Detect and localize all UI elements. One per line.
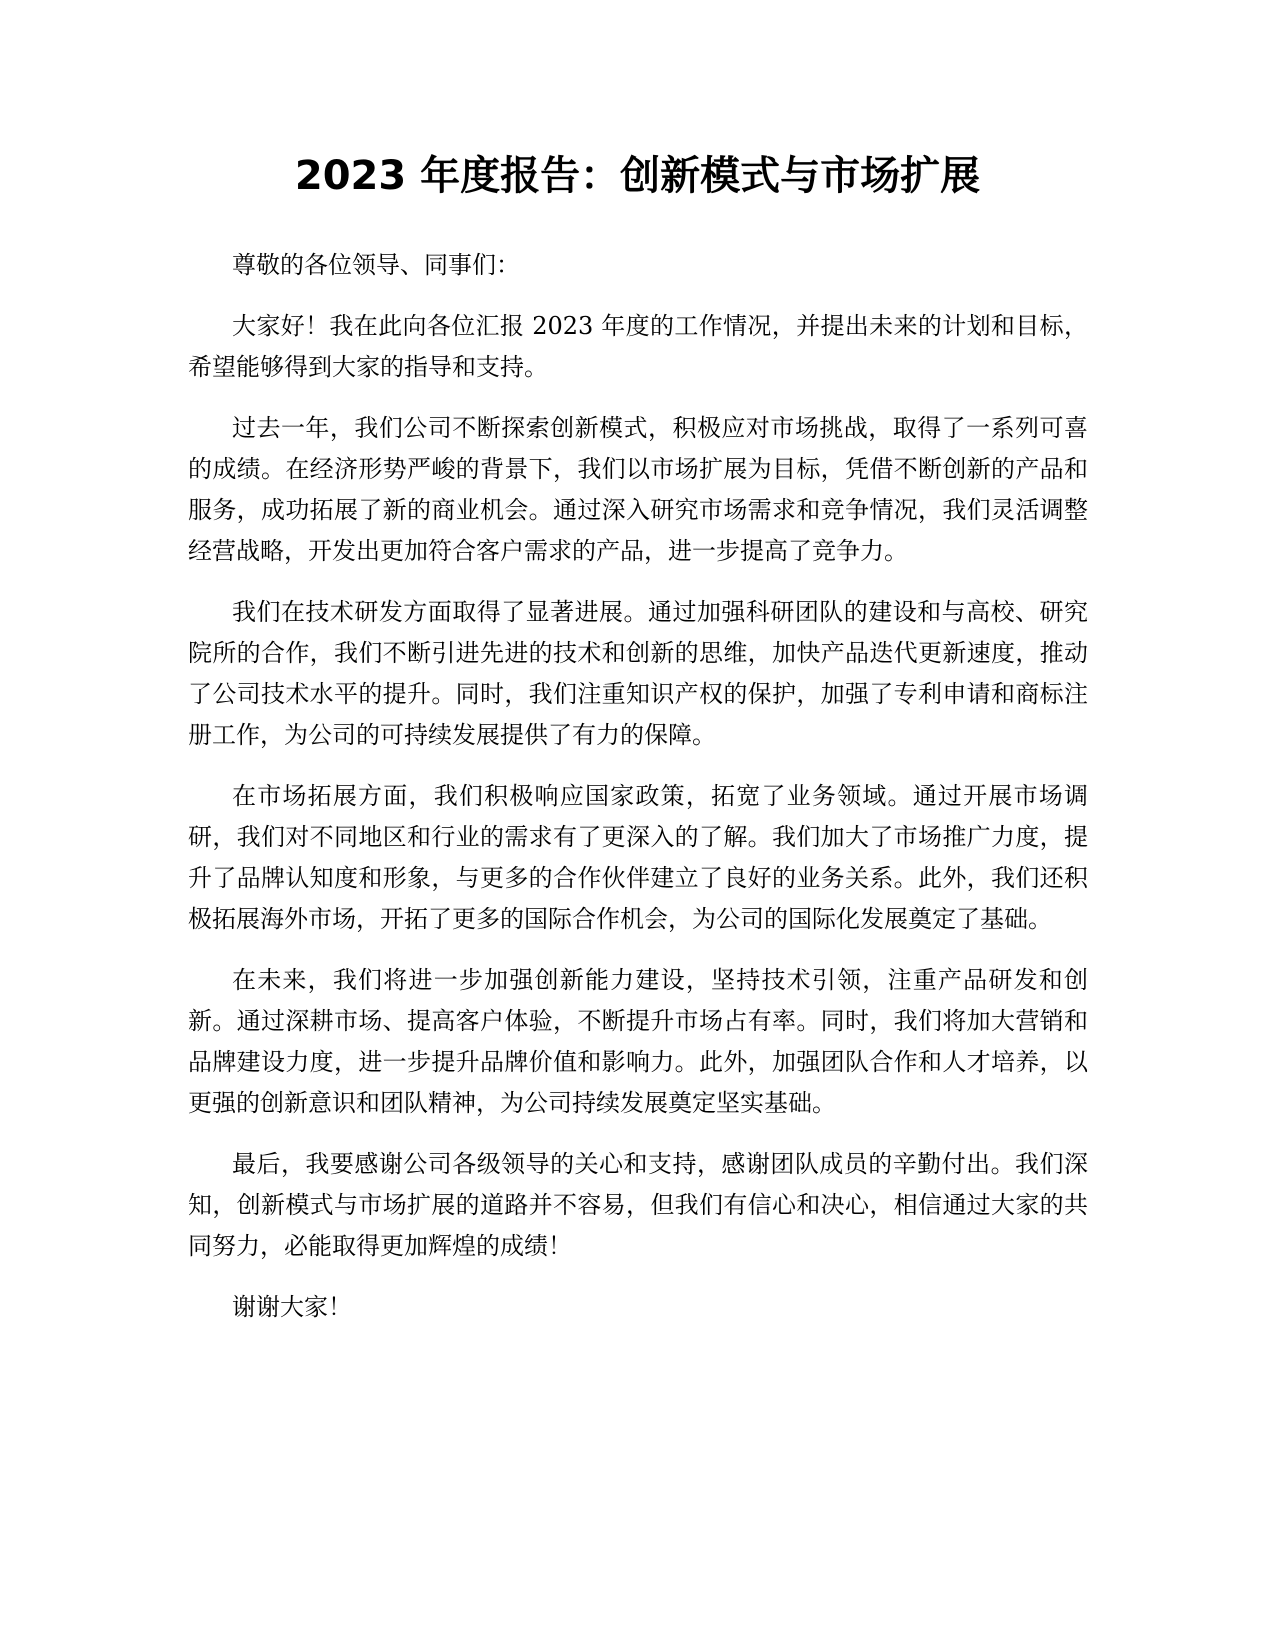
document-body [188,245,1088,1348]
salutation: 尊敬的各位领导、同事们： [232,251,520,279]
paragraph-rd: 我们在技术研发方面取得了显著进展。通过加强科研团队的建设和与高校、研究院所的合作，我们不断引进先进的技术和创新的思维，加快产品迭代更新速度，推动了公司技术水平的提升。同时，我们注重知识产权的保护，加强了专利申请和商标注册工作，为公司的可持续发展提供了有力的保障。 [188,598,1088,749]
closing: 谢谢大家！ [232,1293,352,1321]
document-title: 2023 年度报告：创新模式与市场扩展 [294,153,981,199]
paragraph-market: 在市场拓展方面，我们积极响应国家政策，拓宽了业务领域。通过开展市场调研，我们对不同地区和行业的需求有了更深入的了解。我们加大了市场推广力度，提升了品牌认知度和形象，与更多的合作伙伴建立了良好的业务关系。此外，我们还积极拓展海外市场，开拓了更多的国际合作机会，为公司的国际化发展奠定了基础。 [188,782,1088,933]
paragraph-future: 在未来，我们将进一步加强创新能力建设，坚持技术引领，注重产品研发和创新。通过深耕市场、提高客户体验，不断提升市场占有率。同时，我们将加大营销和品牌建设力度，进一步提升品牌价值和影响力。此外，加强团队合作和人才培养，以更强的创新意识和团队精神，为公司持续发展奠定坚实基础。 [188,966,1088,1117]
paragraph-greeting: 大家好！我在此向各位汇报 2023 年度的工作情况，并提出未来的计划和目标，希望能够得到大家的指导和支持。 [188,312,1088,381]
paragraph-thanks: 最后，我要感谢公司各级领导的关心和支持，感谢团队成员的辛勤付出。我们深知，创新模式与市场扩展的道路并不容易，但我们有信心和决心，相信通过大家的共同努力，必能取得更加辉煌的成绩！ [188,1150,1088,1260]
paragraph-past-year: 过去一年，我们公司不断探索创新模式，积极应对市场挑战，取得了一系列可喜的成绩。在经济形势严峻的背景下，我们以市场扩展为目标，凭借不断创新的产品和服务，成功拓展了新的商业机会。通过深入研究市场需求和竞争情况，我们灵活调整经营战略，开发出更加符合客户需求的产品，进一步提高了竞争力。 [188,414,1088,565]
